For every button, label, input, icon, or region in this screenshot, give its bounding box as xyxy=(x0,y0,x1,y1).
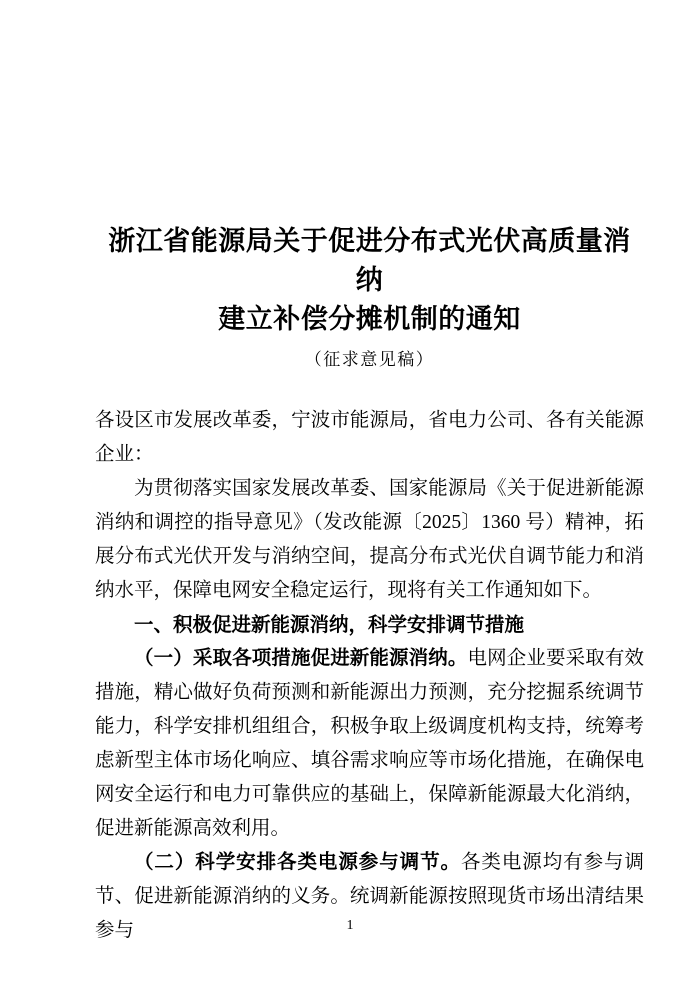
paragraph-lead: （一）采取各项措施促进新能源消纳。 xyxy=(134,648,468,669)
paragraphs xyxy=(95,472,644,948)
paragraph-text: 各类电源均有参与调节、促进新能源消纳的义务。统调新能源按照现货市场出清结果参与 xyxy=(95,852,644,941)
document-content xyxy=(95,0,644,948)
paragraph-lead: （二）科学安排各类电源参与调节。 xyxy=(134,852,461,873)
paragraph-text: 电网企业要采取有效措施，精心做好负荷预测和新能源出力预测，充分挖掘系统调节能力，科学安排机组组合，积极争取上级调度机构支持，统筹考虑新型主体市场化响应、填谷需求响应等市场化措施，在确保电网安全运行和电力可靠供应的基础上，保障新能源最大化消纳，促进新能源高效利用。 xyxy=(95,648,644,839)
paragraph-text: 为贯彻落实国家发展改革委、国家能源局《关于促进新能源消纳和调控的指导意见》（发改能源〔2025〕1360 号）精神，拓展分布式光伏开发与消纳空间，提高分布式光伏自调节能力和消纳水平，保障电网安全稳定运行，现将有关工作通知如下。 xyxy=(95,478,644,601)
paragraph xyxy=(95,642,644,846)
document-title xyxy=(95,222,644,339)
paragraph-text: 一、积极促进新能源消纳，科学安排调节措施 xyxy=(134,614,525,636)
paragraph xyxy=(95,472,644,608)
salutation: 各设区市发展改革委，宁波市能源局，省电力公司、各有关能源企业： xyxy=(95,410,644,465)
document-subtitle: （征求意见稿） xyxy=(304,350,435,369)
document-title-line1: 浙江省能源局关于促进分布式光伏高质量消纳 xyxy=(108,226,631,295)
section-heading xyxy=(95,608,644,642)
document-body xyxy=(95,404,644,948)
document-title-line2: 建立补偿分摊机制的通知 xyxy=(218,304,521,334)
page-number: 1 xyxy=(346,918,354,933)
